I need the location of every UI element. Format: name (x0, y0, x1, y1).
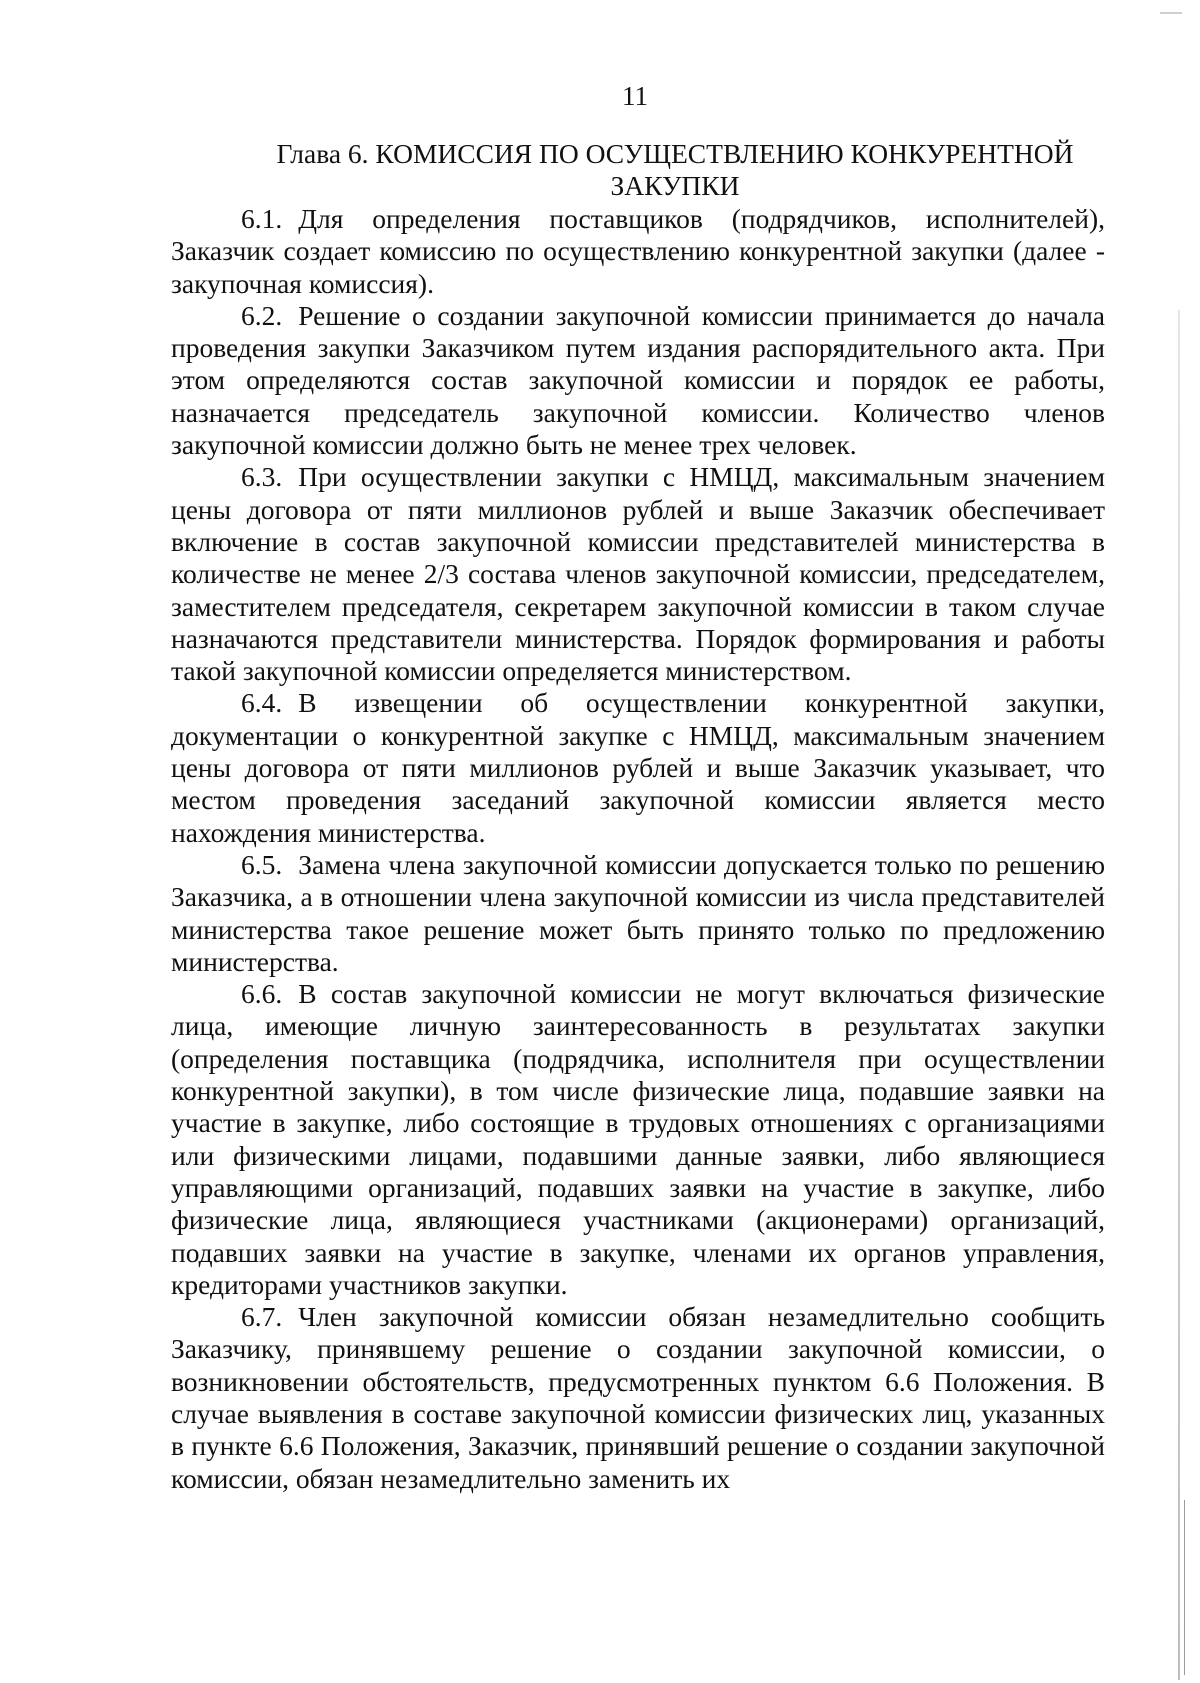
paragraph-text: Член закупочной комиссии обязан незамедлительно сообщить Заказчику, принявшему решение о создании закупочной комиссии, о возникновении обстоятельств, предусмотренных пунктом 6.6 Положения. В случае выявления в составе закупочной комиссии физических лиц, указанных в пункте 6.6 Положения, Заказчик, принявший решение о создании закупочной комиссии, обязан незамедлительно заменить их (171, 1301, 1105, 1494)
paragraph-number: 6.6. (241, 978, 283, 1010)
paragraph-6-4 (171, 687, 1105, 848)
paragraph-text: При осуществлении закупки с НМЦД, максимальным значением цены договора от пяти миллионов рублей и выше Заказчик обеспечивает включение в состав закупочной комиссии представителей министерства в количестве не менее 2/3 состава членов закупочной комиссии, председателем, заместителем председателя, секретарем закупочной комиссии в таком случае назначаются представители министерства. Порядок формирования и работы такой закупочной комиссии определяется министерством. (171, 461, 1105, 687)
paragraph-text: В состав закупочной комиссии не могут включаться физические лица, имеющие личную заинтересованность в результатах закупки (определения поставщика (подрядчика, исполнителя при осуществлении конкурентной закупки), в том числе физические лица, подавшие заявки на участие в закупке, либо состоящие в трудовых отношениях с организациями или физическими лицами, подавшими данные заявки, либо являющиеся управляющими организаций, подавших заявки на участие в закупке, либо физические лица, являющиеся участниками (акционерами) организаций, подавших заявки на участие в закупке, членами их органов управления, кредиторами участников закупки. (171, 978, 1105, 1300)
paragraph-text: Замена члена закупочной комиссии допускается только по решению Заказчика, а в отношении члена закупочной комиссии из числа представителей министерства такое решение может быть принято только по предложению министерства. (171, 848, 1105, 977)
paragraph-6-6 (171, 978, 1105, 1301)
paragraph-6-5 (171, 849, 1105, 978)
paragraph-number: 6.1. (241, 203, 283, 234)
paragraph-number: 6.4. (241, 687, 283, 719)
scan-edge-line-lower (1184, 1500, 1185, 1675)
chapter-title-line-2: ЗАКУПКИ (610, 170, 740, 201)
scan-edge-line (1178, 310, 1180, 1680)
document-body (171, 203, 1105, 1495)
paragraph-6-2 (171, 300, 1105, 461)
paragraph-6-1 (171, 203, 1105, 300)
scan-artifact (1160, 12, 1182, 14)
paragraph-6-7 (171, 1301, 1105, 1495)
paragraph-number: 6.7. (241, 1301, 283, 1333)
page-number: 11 (622, 81, 648, 111)
chapter-title (245, 138, 1105, 202)
paragraph-6-3 (171, 461, 1105, 687)
paragraph-number: 6.3. (241, 461, 283, 493)
paragraph-number: 6.2. (241, 299, 283, 331)
paragraph-text: Для определения поставщиков (подрядчиков, исполнителей), Заказчик создает комиссию по осуществлению конкурентной закупки (далее - закупочная комиссия). (171, 203, 1105, 299)
paragraph-number: 6.5. (241, 848, 283, 880)
paragraph-text: В извещении об осуществлении конкурентной закупки, документации о конкурентной закупке с НМЦД, максимальным значением цены договора от пяти миллионов рублей и выше Заказчик указывает, что местом проведения заседаний закупочной комиссии является место нахождения министерства. (171, 687, 1105, 848)
chapter-title-line-1: Глава 6. КОМИССИЯ ПО ОСУЩЕСТВЛЕНИЮ КОНКУРЕНТНОЙ (276, 138, 1074, 169)
paragraph-text: Решение о создании закупочной комиссии принимается до начала проведения закупки Заказчиком путем издания распорядительного акта. При этом определяются состав закупочной комиссии и порядок ее работы, назначается председатель закупочной комиссии. Количество членов закупочной комиссии должно быть не менее трех человек. (171, 299, 1105, 461)
